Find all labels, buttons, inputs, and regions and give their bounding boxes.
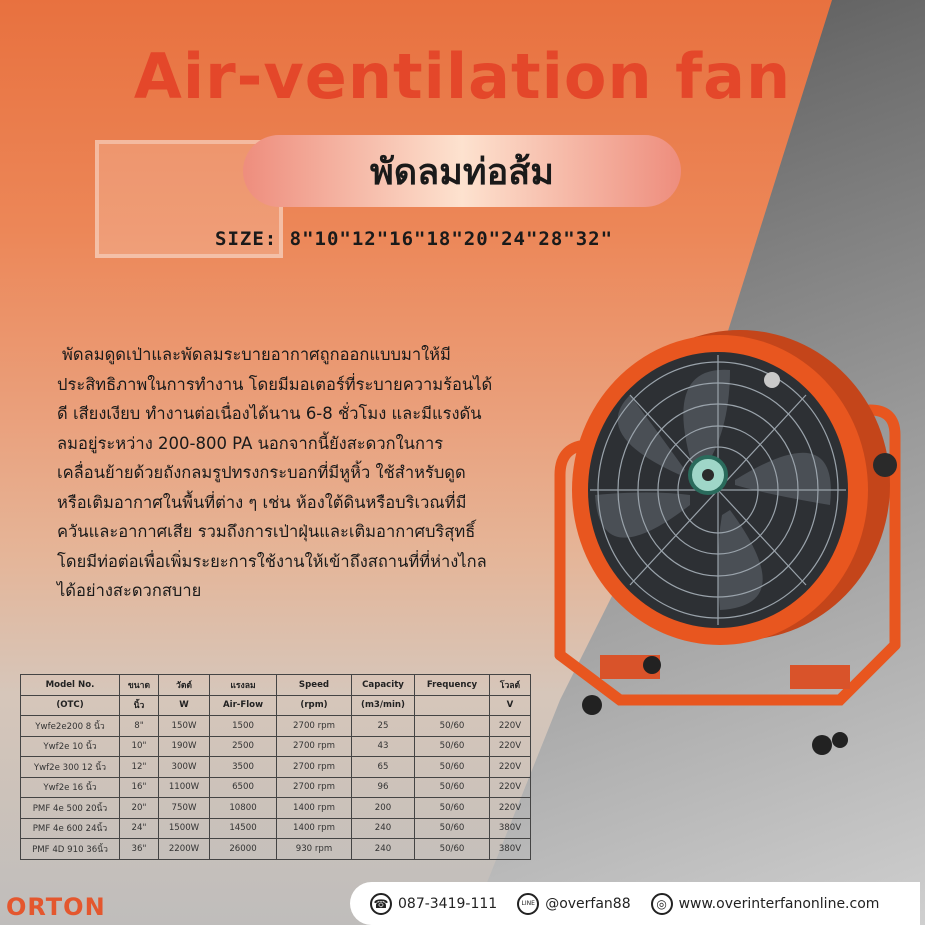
header-volt-unit: V [490,695,531,716]
header-airflow: แรงลม [210,675,277,696]
description [57,340,547,606]
spec-table [20,674,531,860]
header-model-unit: (OTC) [21,695,120,716]
subtitle: พัดลมท่อส้ม [370,151,554,193]
line-id: @overfan88 [545,895,631,912]
table-cell: 20" [120,798,159,819]
table-cell: 50/60 [415,839,490,860]
header-frequency-unit [415,695,490,716]
table-cell: 220V [490,798,531,819]
page-title: Air-ventilation fan [133,40,792,113]
table-cell: 1400 rpm [277,798,352,819]
table-cell: 8" [120,716,159,737]
table-cell: Ywfe2e200 8 นิ้ว [21,716,120,737]
line-icon: LINE [517,893,539,915]
header-watt-unit: W [159,695,210,716]
table-cell: 220V [490,757,531,778]
contact-bar [350,882,920,925]
table-cell: 50/60 [415,757,490,778]
table-cell: 50/60 [415,818,490,839]
spec-table-body [21,716,531,860]
table-cell: PMF 4D 910 36นิ้ว [21,839,120,860]
header-speed-unit: (rpm) [277,695,352,716]
table-cell: 96 [352,777,415,798]
description-line: โดยมีท่อต่อเพื่อเพิ่มระยะการใช้งานให้เข้าถึงสถานที่ที่ห่างไกล [57,551,487,571]
table-cell: 380V [490,818,531,839]
table-cell: Ywf2e 300 12 นิ้ว [21,757,120,778]
header-model: Model No. [21,675,120,696]
orton-logo: ORTON [6,893,106,921]
table-row [21,757,531,778]
table-cell: 6500 [210,777,277,798]
phone-icon: ☎ [370,893,392,915]
table-cell: 26000 [210,839,277,860]
table-cell: 16" [120,777,159,798]
description-line: เคลื่อนย้ายด้วยถังกลมรูปทรงกระบอกที่มีหูหิ้ว ใช้สำหรับดูด [57,463,466,482]
website-url: www.overinterfanonline.com [678,895,880,912]
table-cell: 930 rpm [277,839,352,860]
table-cell: 750W [159,798,210,819]
table-cell: 1100W [159,777,210,798]
table-cell: 200 [352,798,415,819]
table-row [21,777,531,798]
table-cell: 50/60 [415,736,490,757]
subtitle-pill [243,135,681,207]
table-cell: 24" [120,818,159,839]
table-cell: 2700 rpm [277,736,352,757]
table-row [21,818,531,839]
description-line: พัดลมดูดเป่าและพัดลมระบายอากาศถูกออกแบบมาให้มี [62,345,451,364]
header-capacity-unit: (m3/min) [352,695,415,716]
table-cell: 300W [159,757,210,778]
description-line: ดี เสียงเงียบ ทำงานต่อเนื่องได้นาน 6-8 ชั่วโมง และมีแรงดัน [57,404,482,423]
table-cell: 240 [352,818,415,839]
table-cell: 50/60 [415,777,490,798]
description-line: ควันและอากาศเสีย รวมถึงการเป่าฝุ่นและเติมอากาศบริสุทธิ์ [57,522,476,541]
description-line: ประสิทธิภาพในการทำงาน โดยมีมอเตอร์ที่ระบายความร้อนได้ [57,374,493,394]
table-row [21,839,531,860]
table-row [21,716,531,737]
table-cell: 50/60 [415,716,490,737]
size-list: SIZE: 8"10"12"16"18"20"24"28"32" [215,228,614,250]
header-size-unit: นิ้ว [120,695,159,716]
table-cell: 1500W [159,818,210,839]
table-cell: 240 [352,839,415,860]
table-cell: 1400 rpm [277,818,352,839]
table-cell: 2700 rpm [277,777,352,798]
phone-number: 087-3419-111 [398,895,498,912]
table-cell: 65 [352,757,415,778]
header-speed: Speed [277,675,352,696]
table-cell: 14500 [210,818,277,839]
header-watt: วัตต์ [159,675,210,696]
table-cell: 220V [490,777,531,798]
description-line: หรือเติมอากาศในพื้นที่ต่าง ๆ เช่น ห้องใต้ดินหรือบริเวณที่มี [57,492,467,512]
table-cell: 220V [490,716,531,737]
table-cell: PMF 4e 600 24นิ้ว [21,818,120,839]
table-cell: 50/60 [415,798,490,819]
table-cell: 1500 [210,716,277,737]
globe-icon: ◎ [651,893,673,915]
table-cell: 2200W [159,839,210,860]
fan-knob [873,453,897,477]
contact-website[interactable] [651,893,880,915]
description-line: ได้อย่างสะดวกสบาย [57,581,202,600]
table-cell: 3500 [210,757,277,778]
header-airflow-unit: Air-Flow [210,695,277,716]
table-cell: 36" [120,839,159,860]
fan-base [600,655,850,689]
table-cell: 10800 [210,798,277,819]
contact-line[interactable] [517,893,630,915]
table-cell: 43 [352,736,415,757]
table-cell: 380V [490,839,531,860]
table-cell: 190W [159,736,210,757]
header-capacity: Capacity [352,675,415,696]
table-cell: 10" [120,736,159,757]
table-row [21,798,531,819]
header-volt: โวลต์ [490,675,531,696]
table-row [21,736,531,757]
table-cell: Ywf2e 16 นิ้ว [21,777,120,798]
header-frequency: Frequency [415,675,490,696]
table-cell: 12" [120,757,159,778]
table-cell: 2700 rpm [277,757,352,778]
table-cell: 2500 [210,736,277,757]
description-line: ลมอยู่ระหว่าง 200-800 PA นอกจากนี้ยังสะดวกในการ [57,433,444,453]
table-cell: 25 [352,716,415,737]
table-cell: Ywf2e 10 นิ้ว [21,736,120,757]
fan-image [540,325,920,755]
header-size: ขนาด [120,675,159,696]
table-cell: 220V [490,736,531,757]
table-cell: 2700 rpm [277,716,352,737]
table-header-row [21,675,531,696]
table-cell: PMF 4e 500 20นิ้ว [21,798,120,819]
table-cell: 150W [159,716,210,737]
table-header-row [21,695,531,716]
contact-phone[interactable] [370,893,497,915]
